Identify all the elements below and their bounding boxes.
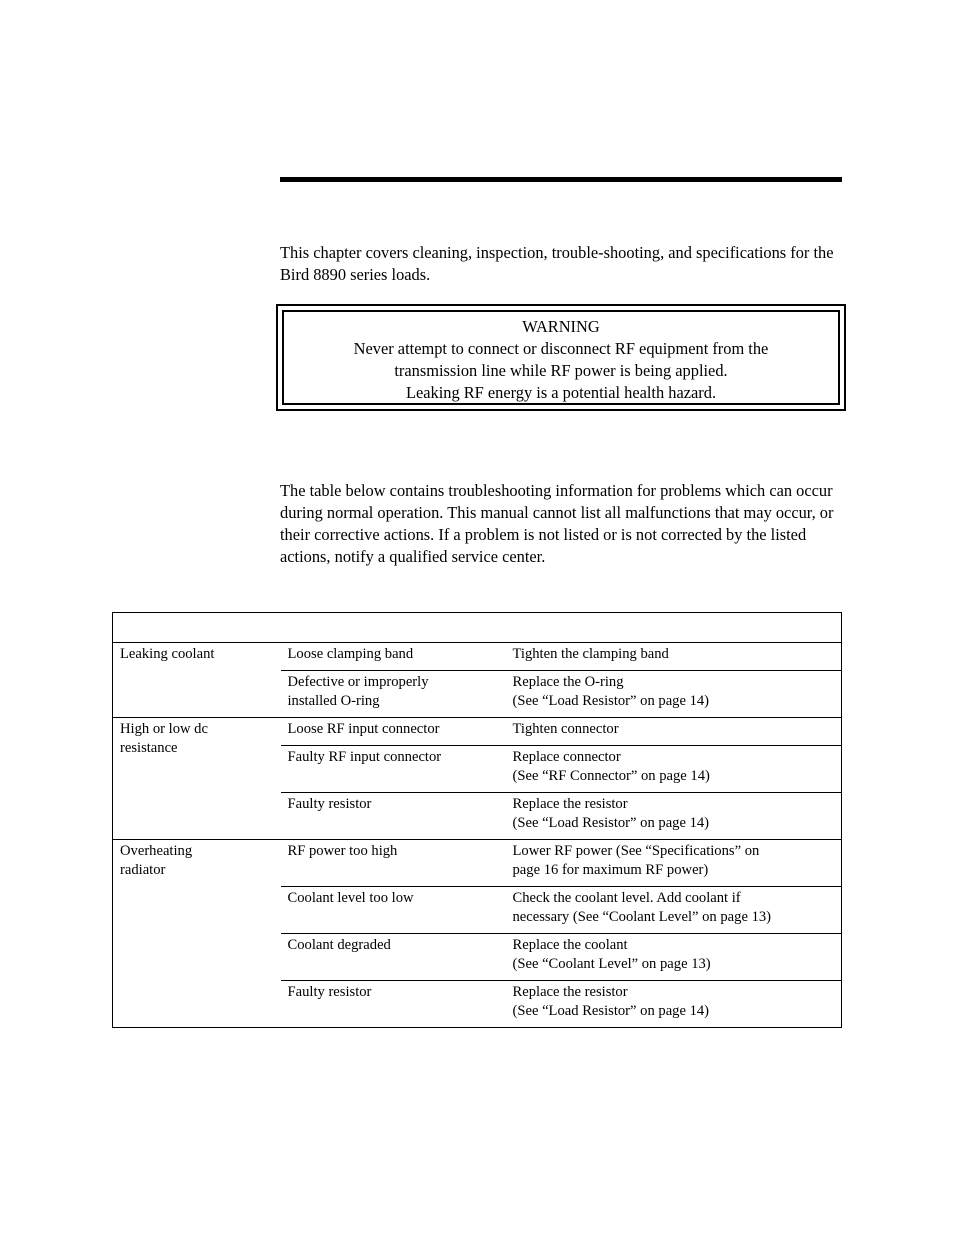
problem-cell	[113, 643, 281, 718]
cause-text: Loose clamping band	[287, 646, 414, 662]
problem-text: High or low dc	[120, 721, 208, 737]
cause-text: Faulty resistor	[287, 984, 372, 1000]
problem-text: resistance	[120, 740, 178, 756]
remedy-cell	[506, 981, 842, 1028]
cause-text: Defective or improperly	[287, 674, 429, 690]
problem-text: Leaking coolant	[120, 646, 215, 662]
cause-cell	[281, 981, 506, 1028]
warning-line: Never attempt to connect or disconnect RF equipment from the	[353, 339, 769, 358]
cause-cell	[281, 887, 506, 934]
remedy-text: Replace the resistor	[512, 984, 628, 1000]
table-header-row	[113, 613, 842, 643]
remedy-text: (See “Load Resistor” on page 14)	[512, 1003, 710, 1019]
problem-text: radiator	[120, 862, 166, 878]
cause-text: RF power too high	[287, 843, 398, 859]
remedy-text: (See “Load Resistor” on page 14)	[512, 815, 710, 831]
remedy-cell	[506, 793, 842, 840]
warning-line: transmission line while RF power is being applied.	[394, 361, 728, 380]
remedy-cell	[506, 840, 842, 887]
problem-text: Overheating	[120, 843, 193, 859]
cause-text: Coolant level too low	[287, 890, 414, 906]
remedy-text: Check the coolant level. Add coolant if	[512, 890, 741, 906]
cause-text: Coolant degraded	[287, 937, 391, 953]
intro-paragraph: This chapter covers cleaning, inspection, trouble-shooting, and specifications for the Bird 8890 series loads.	[280, 243, 834, 284]
problem-cell	[113, 840, 281, 1028]
remedy-cell	[506, 887, 842, 934]
remedy-text: necessary (See “Coolant Level” on page 13)	[512, 909, 772, 925]
remedy-text: Replace the resistor	[512, 796, 628, 812]
cause-text: installed O-ring	[287, 693, 380, 709]
troubleshooting-table	[112, 612, 842, 1028]
remedy-text: Lower RF power (See “Specifications” on	[512, 843, 760, 859]
remedy-cell	[506, 934, 842, 981]
remedy-text: Replace the coolant	[512, 937, 628, 953]
remedy-text: Replace the O-ring	[512, 674, 624, 690]
cause-cell	[281, 643, 506, 671]
remedy-text: page 16 for maximum RF power)	[512, 862, 709, 878]
remedy-text: (See “RF Connector” on page 14)	[512, 768, 710, 784]
cause-text: Faulty RF input connector	[287, 749, 442, 765]
remedy-text: Tighten the clamping band	[512, 646, 669, 662]
warning-title: WARNING	[522, 317, 600, 336]
table-header-cell	[113, 613, 842, 643]
table-row	[113, 643, 842, 671]
cause-text: Loose RF input connector	[287, 721, 440, 737]
remedy-cell	[506, 643, 842, 671]
warning-box-inner	[282, 310, 840, 405]
warning-line: Leaking RF energy is a potential health hazard.	[405, 383, 717, 402]
remedy-cell	[506, 671, 842, 718]
chapter-heading-rule	[280, 177, 842, 182]
table-row	[113, 840, 842, 887]
cause-cell	[281, 793, 506, 840]
cause-cell	[281, 840, 506, 887]
cause-cell	[281, 718, 506, 746]
remedy-text: Tighten connector	[512, 721, 619, 737]
remedy-text: (See “Coolant Level” on page 13)	[512, 956, 711, 972]
troubleshooting-paragraph: The table below contains troubleshooting information for problems which can occur during normal operation. This manual cannot list all malfunctions that may occur, or their corrective actions. If a problem is not listed or is not corrected by the listed actions, notify a qualified service center.	[280, 481, 834, 566]
remedy-cell	[506, 746, 842, 793]
cause-cell	[281, 671, 506, 718]
remedy-text: (See “Load Resistor” on page 14)	[512, 693, 710, 709]
table-body	[113, 643, 842, 1028]
cause-text: Faulty resistor	[287, 796, 372, 812]
cause-cell	[281, 746, 506, 793]
problem-cell	[113, 718, 281, 840]
cause-cell	[281, 934, 506, 981]
table-row	[113, 718, 842, 746]
remedy-text: Replace connector	[512, 749, 621, 765]
warning-box	[276, 304, 846, 411]
remedy-cell	[506, 718, 842, 746]
